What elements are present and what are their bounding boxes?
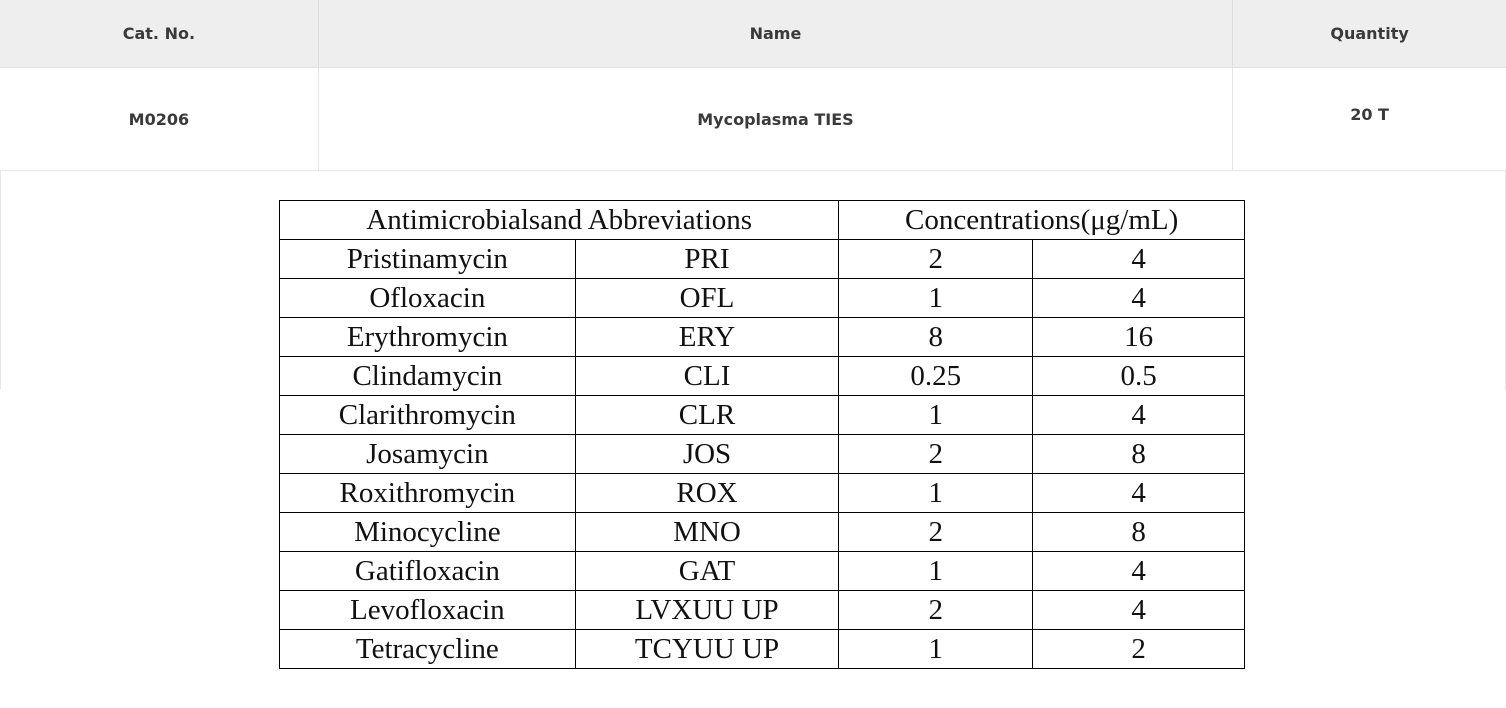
abbreviation-cell: CLR — [575, 396, 839, 435]
antimicrobials-header: Antimicrobialsand Abbreviations — [280, 201, 839, 240]
concentration-low-cell: 1 — [839, 474, 1033, 513]
abbreviation-cell: PRI — [575, 240, 839, 279]
product-info-table — [0, 0, 1506, 171]
concentration-high-cell: 4 — [1033, 474, 1245, 513]
antimicrobial-name-cell: Roxithromycin — [280, 474, 576, 513]
antimicrobial-name-cell: Ofloxacin — [280, 279, 576, 318]
content-border-left — [0, 171, 1, 389]
concentration-low-cell: 2 — [839, 591, 1033, 630]
concentration-high-cell: 4 — [1033, 240, 1245, 279]
antimicrobial-name-cell: Pristinamycin — [280, 240, 576, 279]
antimicrobial-row — [280, 474, 1245, 513]
concentration-high-cell: 8 — [1033, 513, 1245, 552]
concentration-low-cell: 8 — [839, 318, 1033, 357]
concentration-low-cell: 2 — [839, 435, 1033, 474]
abbreviation-cell: CLI — [575, 357, 839, 396]
concentration-high-cell: 0.5 — [1033, 357, 1245, 396]
antimicrobial-row — [280, 279, 1245, 318]
antimicrobial-row — [280, 435, 1245, 474]
antimicrobial-table-header-row — [280, 201, 1245, 240]
abbreviation-cell: GAT — [575, 552, 839, 591]
quantity-cell: 20 T — [1233, 68, 1506, 171]
antimicrobial-row — [280, 396, 1245, 435]
name-header: Name — [318, 0, 1232, 68]
antimicrobial-name-cell: Levofloxacin — [280, 591, 576, 630]
antimicrobial-row — [280, 513, 1245, 552]
antimicrobial-name-cell: Erythromycin — [280, 318, 576, 357]
concentration-low-cell: 2 — [839, 513, 1033, 552]
cat-no-header: Cat. No. — [0, 0, 318, 68]
product-table-header-row — [0, 0, 1506, 68]
abbreviation-cell: OFL — [575, 279, 839, 318]
antimicrobial-concentration-table — [279, 200, 1245, 669]
concentration-high-cell: 8 — [1033, 435, 1245, 474]
antimicrobial-name-cell: Gatifloxacin — [280, 552, 576, 591]
abbreviation-cell: MNO — [575, 513, 839, 552]
concentration-low-cell: 1 — [839, 552, 1033, 591]
concentration-high-cell: 2 — [1033, 630, 1245, 669]
antimicrobial-name-cell: Josamycin — [280, 435, 576, 474]
antimicrobial-row — [280, 591, 1245, 630]
concentration-high-cell: 4 — [1033, 591, 1245, 630]
antimicrobial-name-cell: Clarithromycin — [280, 396, 576, 435]
antimicrobial-name-cell: Clindamycin — [280, 357, 576, 396]
concentration-low-cell: 1 — [839, 279, 1033, 318]
concentration-low-cell: 1 — [839, 396, 1033, 435]
abbreviation-cell: ERY — [575, 318, 839, 357]
concentration-high-cell: 4 — [1033, 279, 1245, 318]
antimicrobial-row — [280, 630, 1245, 669]
antimicrobial-row — [280, 552, 1245, 591]
antimicrobial-row — [280, 318, 1245, 357]
antimicrobial-row — [280, 357, 1245, 396]
abbreviation-cell: TCYUU UP — [575, 630, 839, 669]
concentration-high-cell: 16 — [1033, 318, 1245, 357]
concentration-low-cell: 1 — [839, 630, 1033, 669]
concentrations-header: Concentrations(μg/mL) — [839, 201, 1245, 240]
concentration-high-cell: 4 — [1033, 396, 1245, 435]
concentration-high-cell: 4 — [1033, 552, 1245, 591]
concentration-low-cell: 0.25 — [839, 357, 1033, 396]
quantity-header: Quantity — [1233, 0, 1506, 68]
concentration-low-cell: 2 — [839, 240, 1033, 279]
antimicrobial-name-cell: Minocycline — [280, 513, 576, 552]
antimicrobial-row — [280, 240, 1245, 279]
product-name-cell: Mycoplasma TIES — [318, 68, 1232, 171]
cat-no-cell: M0206 — [0, 68, 318, 171]
abbreviation-cell: JOS — [575, 435, 839, 474]
product-table-row — [0, 68, 1506, 171]
abbreviation-cell: LVXUU UP — [575, 591, 839, 630]
antimicrobial-name-cell: Tetracycline — [280, 630, 576, 669]
abbreviation-cell: ROX — [575, 474, 839, 513]
